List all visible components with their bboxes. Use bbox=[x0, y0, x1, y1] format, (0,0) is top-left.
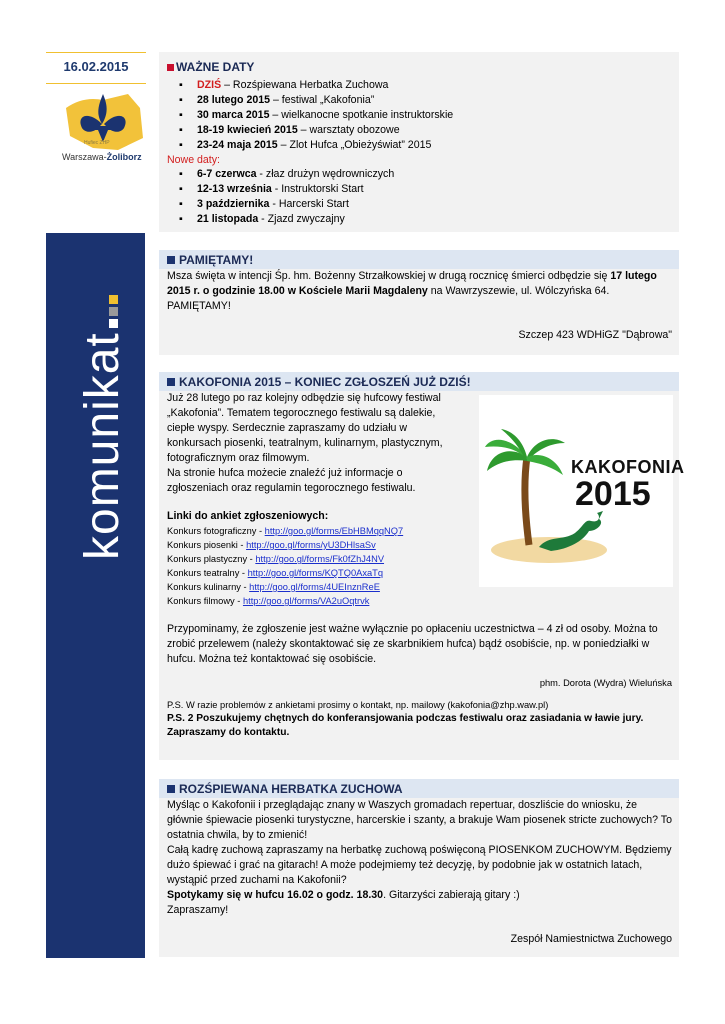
issue-date: 16.02.2015 bbox=[46, 52, 146, 84]
date-item bbox=[181, 108, 679, 123]
remembrance-signature: Szczep 423 WDHiGZ "Dąbrowa" bbox=[518, 329, 672, 341]
logo-district: Żoliborz bbox=[106, 152, 142, 162]
form-link-label: Konkurs fotograficzny - bbox=[167, 526, 265, 536]
side-banner-title bbox=[75, 260, 135, 560]
logo-caption: Hufiec ZHP bbox=[84, 140, 110, 146]
song-tea-paragraph-2: Całą kadrę zuchową zapraszamy na herbatkę zuchową poświęconą PIOSENKOM ZUCHOWYM. Będziemy dużo śpiewać i grać na gitarach! A może podejmiemy też decyzję, by podobnie jak w ostatnich latach, wystąpić przed zuchami na Kakofonii? bbox=[167, 844, 672, 886]
form-link-label: Konkurs filmowy - bbox=[167, 596, 243, 606]
song-tea-meeting-time: Spotykamy się w hufcu 16.02 o godz. 18.30 bbox=[167, 889, 384, 901]
heading-square-icon bbox=[167, 256, 175, 264]
kakofonia-reminder: Przypominamy, że zgłoszenie jest ważne wyłącznie po opłaceniu uczestnictwa – 4 zł od osoby. Można to zrobić przelewem (należy skontaktować się ze skarbnikiem hufca) bądź osobiście, np. w poniedziałki w hufcu. Można też kontaktować się osobiście. bbox=[167, 623, 658, 665]
date-description: – Zlot Hufca „Obieżyświat” 2015 bbox=[277, 138, 432, 151]
kakofonia-panel bbox=[159, 372, 685, 760]
kakofonia-logo-word: KAKOFONIA bbox=[571, 457, 685, 477]
important-dates-title: WAŻNE DATY bbox=[176, 60, 255, 74]
remembrance-mass-time: 17 lutego 2015 r. o godzinie 18.00 w Kościele Marii Magdaleny bbox=[167, 270, 657, 297]
song-tea-body bbox=[159, 798, 679, 947]
date-label: 28 lutego 2015 bbox=[197, 93, 271, 106]
date-description: - Harcerski Start bbox=[269, 198, 349, 211]
form-link[interactable]: http://goo.gl/forms/Fk0fZhJ4NV bbox=[255, 554, 385, 564]
kakofonia-ps1: P.S. W razie problemów z ankietami prosimy o kontakt, np. mailowy (kakofonia@zhp.waw.pl) bbox=[167, 700, 549, 710]
date-description: – Rozśpiewana Herbatka Zuchowa bbox=[221, 79, 389, 91]
date-item bbox=[181, 182, 679, 197]
song-tea-paragraph-1: Myśląc o Kakofonii i przeglądając znany w Waszych gromadach repertuar, doszliście do wniosku, że głównie śpiewacie piosenki turystyczne, harcerskie i szanty, a brakuje Wam piosenek stricte zuchowych? To ostatnia chwila, by to zmienić! bbox=[167, 799, 672, 841]
song-tea-heading bbox=[159, 779, 679, 798]
song-tea-title: ROZŚPIEWANA HERBATKA ZUCHOWA bbox=[179, 782, 403, 796]
song-tea-panel bbox=[159, 779, 679, 957]
form-link[interactable]: http://goo.gl/forms/yU3DHlsaSv bbox=[246, 540, 376, 550]
remembrance-title: PAMIĘTAMY! bbox=[179, 253, 254, 267]
kakofonia-logo-year: 2015 bbox=[575, 475, 651, 513]
remembrance-heading bbox=[159, 250, 679, 269]
kakofonia-intro bbox=[159, 391, 464, 496]
form-link-label: Konkurs plastyczny - bbox=[167, 554, 256, 564]
logo-city: Warszawa- bbox=[62, 152, 107, 162]
form-link-row bbox=[167, 594, 672, 608]
date-label: 30 marca 2015 bbox=[197, 108, 270, 121]
new-dates-label: Nowe daty: bbox=[167, 153, 220, 166]
date-item bbox=[181, 123, 679, 138]
form-link-label: Konkurs piosenki - bbox=[167, 540, 247, 550]
kakofonia-title: KAKOFONIA 2015 – KONIEC ZGŁOSZEŃ JUŻ DZIŚ! bbox=[179, 375, 471, 389]
date-label: 21 listopada bbox=[197, 213, 259, 226]
kakofonia-intro-text-2: Na stronie hufca możecie znaleźć już informacje o zgłoszeniach oraz regulamin tegorocznego festiwalu. bbox=[167, 467, 416, 494]
song-tea-paragraph-3 bbox=[167, 888, 672, 903]
date-description: - Zjazd zwyczajny bbox=[258, 213, 345, 226]
date-item bbox=[181, 197, 679, 212]
side-title-text: komunikat bbox=[76, 332, 129, 560]
date-description: – wielkanocne spotkanie instruktorskie bbox=[269, 108, 454, 121]
links-title: Linki do ankiet zgłoszeniowych: bbox=[167, 510, 329, 522]
date-description: – warsztaty obozowe bbox=[297, 123, 400, 136]
date-description: - złaz drużyn wędrowniczych bbox=[256, 168, 395, 181]
kakofonia-intro-text: Już 28 lutego po raz kolejny odbędzie się hufcowy festiwal „Kakofonia”. Tematem tegorocznego festiwalu są dalekie, ciepłe wyspy. Serdecznie zapraszamy do udziału w konkursach piosenki, teatralnym, kulinarnym, plastycznym, fotograficznym oraz filmowym. bbox=[167, 392, 443, 464]
important-dates-heading bbox=[159, 52, 679, 78]
date-label: 23-24 maja 2015 bbox=[197, 138, 278, 151]
song-tea-signature: Zespół Namiestnictwa Zuchowego bbox=[510, 933, 672, 945]
date-item bbox=[181, 78, 679, 93]
form-link[interactable]: http://goo.gl/forms/KQTQ0AxaTq bbox=[247, 568, 383, 578]
dates-list bbox=[159, 78, 679, 227]
logo-location bbox=[62, 152, 142, 162]
form-link[interactable]: http://goo.gl/forms/EbHBMqqNQ7 bbox=[264, 526, 404, 536]
kakofonia-logo bbox=[479, 395, 685, 587]
remembrance-body bbox=[159, 269, 679, 343]
date-description: – festiwal „Kakofonia” bbox=[270, 93, 375, 106]
date-label: 6-7 czerwca bbox=[197, 168, 257, 181]
form-link[interactable]: http://goo.gl/forms/4UEInznReE bbox=[249, 582, 380, 592]
remembrance-text: Msza święta w intencji Śp. hm. Bożenny Strzałkowskiej w drugą rocznicę śmierci odbędzie się bbox=[167, 270, 611, 282]
date-description: - Instruktorski Start bbox=[271, 183, 364, 196]
date-label: DZIŚ bbox=[197, 79, 222, 91]
date-item bbox=[181, 93, 679, 108]
heading-square-icon bbox=[167, 378, 175, 386]
song-tea-guitars: . Gitarzyści zabierają gitary :) bbox=[383, 889, 520, 901]
date-item bbox=[181, 212, 679, 227]
form-link[interactable]: http://goo.gl/forms/VA2uOqtrvk bbox=[242, 596, 370, 606]
song-tea-invite: Zapraszamy! bbox=[167, 904, 229, 916]
date-label: 18-19 kwiecień 2015 bbox=[197, 123, 298, 136]
date-label: 12-13 września bbox=[197, 183, 272, 196]
important-dates-panel bbox=[159, 52, 679, 232]
remembrance-panel bbox=[159, 250, 679, 355]
kakofonia-heading bbox=[159, 372, 679, 391]
form-link-label: Konkurs teatralny - bbox=[167, 568, 248, 578]
heading-square-icon bbox=[167, 64, 174, 71]
date-label: 3 października bbox=[197, 198, 270, 211]
date-item bbox=[181, 138, 679, 153]
heading-square-icon bbox=[167, 785, 175, 793]
kakofonia-signature: phm. Dorota (Wydra) Wieluńska bbox=[539, 678, 672, 688]
remembrance-address: na Wawrzyszewie, ul. Wólczyńska 64. bbox=[427, 285, 610, 297]
form-link-label: Konkurs kulinarny - bbox=[167, 582, 250, 592]
date-item bbox=[181, 167, 679, 182]
side-dots-decoration bbox=[75, 292, 130, 328]
kakofonia-ps2: P.S. 2 Poszukujemy chętnych do konferansjowania podczas festiwalu oraz zasiadania w ławie jury. Zapraszamy do kontaktu. bbox=[167, 713, 644, 738]
remembrance-closing: PAMIĘTAMY! bbox=[167, 300, 231, 312]
